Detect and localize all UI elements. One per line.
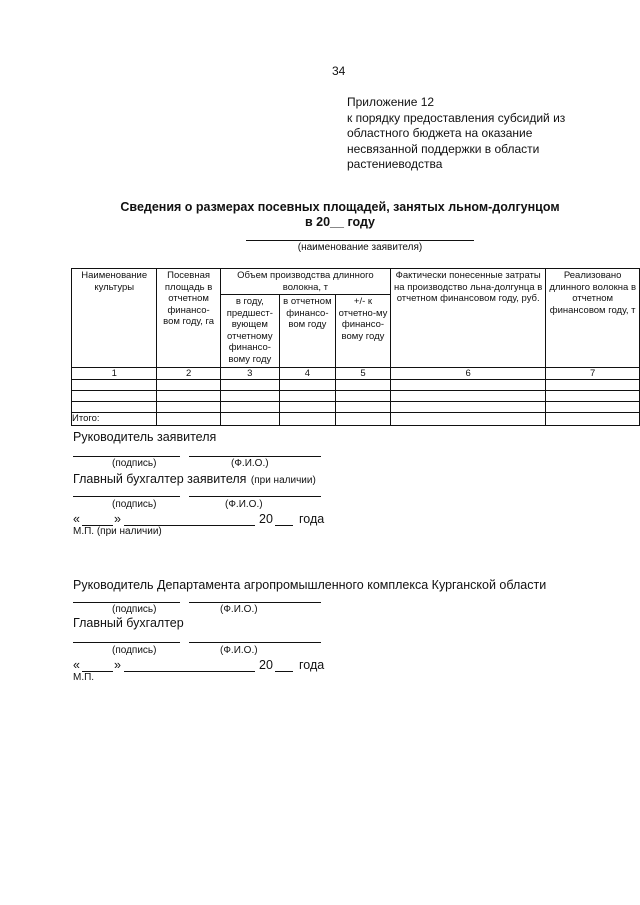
accountant-note: (при наличии) — [250, 475, 316, 486]
fio-line[interactable] — [189, 642, 321, 643]
table-cell[interactable] — [391, 380, 546, 391]
appendix-line: растениеводства — [347, 157, 443, 171]
header-crop-name: Наименование культуры — [72, 269, 157, 368]
fio-line[interactable] — [189, 496, 321, 497]
table-row — [72, 380, 640, 391]
year-word: года — [299, 512, 325, 526]
data-table — [71, 268, 640, 426]
table-cell[interactable] — [279, 413, 335, 426]
table-cell[interactable] — [72, 391, 157, 402]
table-cell[interactable] — [335, 402, 390, 413]
table-cell[interactable] — [335, 391, 390, 402]
table-cell[interactable] — [157, 391, 220, 402]
document-title — [60, 200, 620, 230]
fio-caption: (Ф.И.О.) — [220, 645, 258, 656]
table-cell[interactable] — [335, 380, 390, 391]
table-cell[interactable] — [279, 380, 335, 391]
appendix-line: к порядку предоставления субсидий из — [347, 110, 566, 125]
header-sown-area: Посевная площадь в отчетном финансо-вом году, га — [157, 269, 220, 368]
total-label: Итого: — [72, 413, 157, 426]
appendix-block — [347, 95, 627, 173]
year-field[interactable] — [275, 525, 293, 526]
header-current-year: в отчетном финансо-вом году — [279, 295, 335, 368]
table-row — [72, 391, 640, 402]
year-prefix: 20 — [259, 658, 273, 672]
accountant-label: Главный бухгалтер заявителя — [73, 472, 247, 486]
title-year-line: в 20__ году — [305, 215, 375, 229]
header-prev-year: в году, предшест-вующем отчетному финансо-вому году — [220, 295, 279, 368]
month-field[interactable] — [124, 671, 255, 672]
stamp-note: М.П. (при наличии) — [73, 526, 162, 537]
table-cell[interactable] — [157, 413, 220, 426]
date-close-quote: » — [114, 512, 121, 526]
fio-caption: (Ф.И.О.) — [225, 499, 263, 510]
number-row — [72, 368, 640, 380]
table-cell[interactable] — [546, 413, 640, 426]
header-actual-costs: Фактически понесенные затраты на производство льна-долгунца в отчетном финансовом году, руб. — [391, 269, 546, 368]
accountant-row — [73, 470, 316, 488]
col-number: 2 — [157, 368, 220, 380]
table-cell[interactable] — [546, 402, 640, 413]
table-cell[interactable] — [220, 380, 279, 391]
fio-line[interactable] — [189, 602, 321, 603]
col-number: 7 — [546, 368, 640, 380]
date-close-quote: » — [114, 658, 121, 672]
table-cell[interactable] — [546, 380, 640, 391]
fio-line[interactable] — [189, 456, 321, 457]
table-cell[interactable] — [72, 402, 157, 413]
header-fiber-volume: Объем производства длинного волокна, т — [220, 269, 390, 295]
col-number: 5 — [335, 368, 390, 380]
signature-line[interactable] — [73, 642, 180, 643]
table-cell[interactable] — [220, 413, 279, 426]
signature-line[interactable] — [73, 602, 180, 603]
fio-caption: (Ф.И.О.) — [220, 604, 258, 615]
year-field[interactable] — [275, 671, 293, 672]
col-number: 6 — [391, 368, 546, 380]
signature-caption: (подпись) — [112, 499, 157, 510]
signature-line[interactable] — [73, 456, 180, 457]
appendix-line: несвязанной поддержки в области — [347, 141, 540, 156]
signature-caption: (подпись) — [112, 604, 157, 615]
table-cell[interactable] — [220, 402, 279, 413]
table-cell[interactable] — [279, 402, 335, 413]
page-number: 34 — [332, 64, 346, 78]
fio-caption: (Ф.И.О.) — [231, 458, 269, 469]
header-sold-fiber: Реализовано длинного волокна в отчетном финансовом году, т — [546, 269, 640, 368]
year-word: года — [299, 658, 325, 672]
year-prefix: 20 — [259, 512, 273, 526]
date-open-quote: « — [73, 658, 80, 672]
table-cell[interactable] — [391, 402, 546, 413]
table-cell[interactable] — [220, 391, 279, 402]
col-number: 1 — [72, 368, 157, 380]
date-open-quote: « — [73, 512, 80, 526]
table-cell[interactable] — [157, 380, 220, 391]
table-row — [72, 402, 640, 413]
department-head-label: Руководитель Департамента агропромышленного комплекса Курганской области — [73, 578, 547, 592]
col-number: 3 — [220, 368, 279, 380]
col-number: 4 — [279, 368, 335, 380]
accountant-label: Главный бухгалтер — [73, 616, 184, 630]
signature-caption: (подпись) — [112, 645, 157, 656]
table-cell[interactable] — [157, 402, 220, 413]
signature-caption: (подпись) — [112, 458, 157, 469]
table-cell[interactable] — [546, 391, 640, 402]
table-cell[interactable] — [391, 413, 546, 426]
signature-line[interactable] — [73, 496, 180, 497]
table-cell[interactable] — [279, 391, 335, 402]
total-row — [72, 413, 640, 426]
applicant-name-field[interactable] — [246, 240, 474, 241]
applicant-head-label: Руководитель заявителя — [73, 430, 217, 444]
applicant-caption: (наименование заявителя) — [297, 242, 423, 253]
title-line: Сведения о размерах посевных площадей, занятых льном-долгунцом — [120, 200, 560, 214]
appendix-title: Приложение 12 — [347, 95, 435, 109]
stamp-note: М.П. — [73, 672, 95, 683]
table-cell[interactable] — [72, 380, 157, 391]
table-cell[interactable] — [391, 391, 546, 402]
header-difference: +/- к отчетно-му финансо-вому году — [335, 295, 390, 368]
table-cell[interactable] — [335, 413, 390, 426]
appendix-line: областного бюджета на оказание — [347, 126, 533, 140]
